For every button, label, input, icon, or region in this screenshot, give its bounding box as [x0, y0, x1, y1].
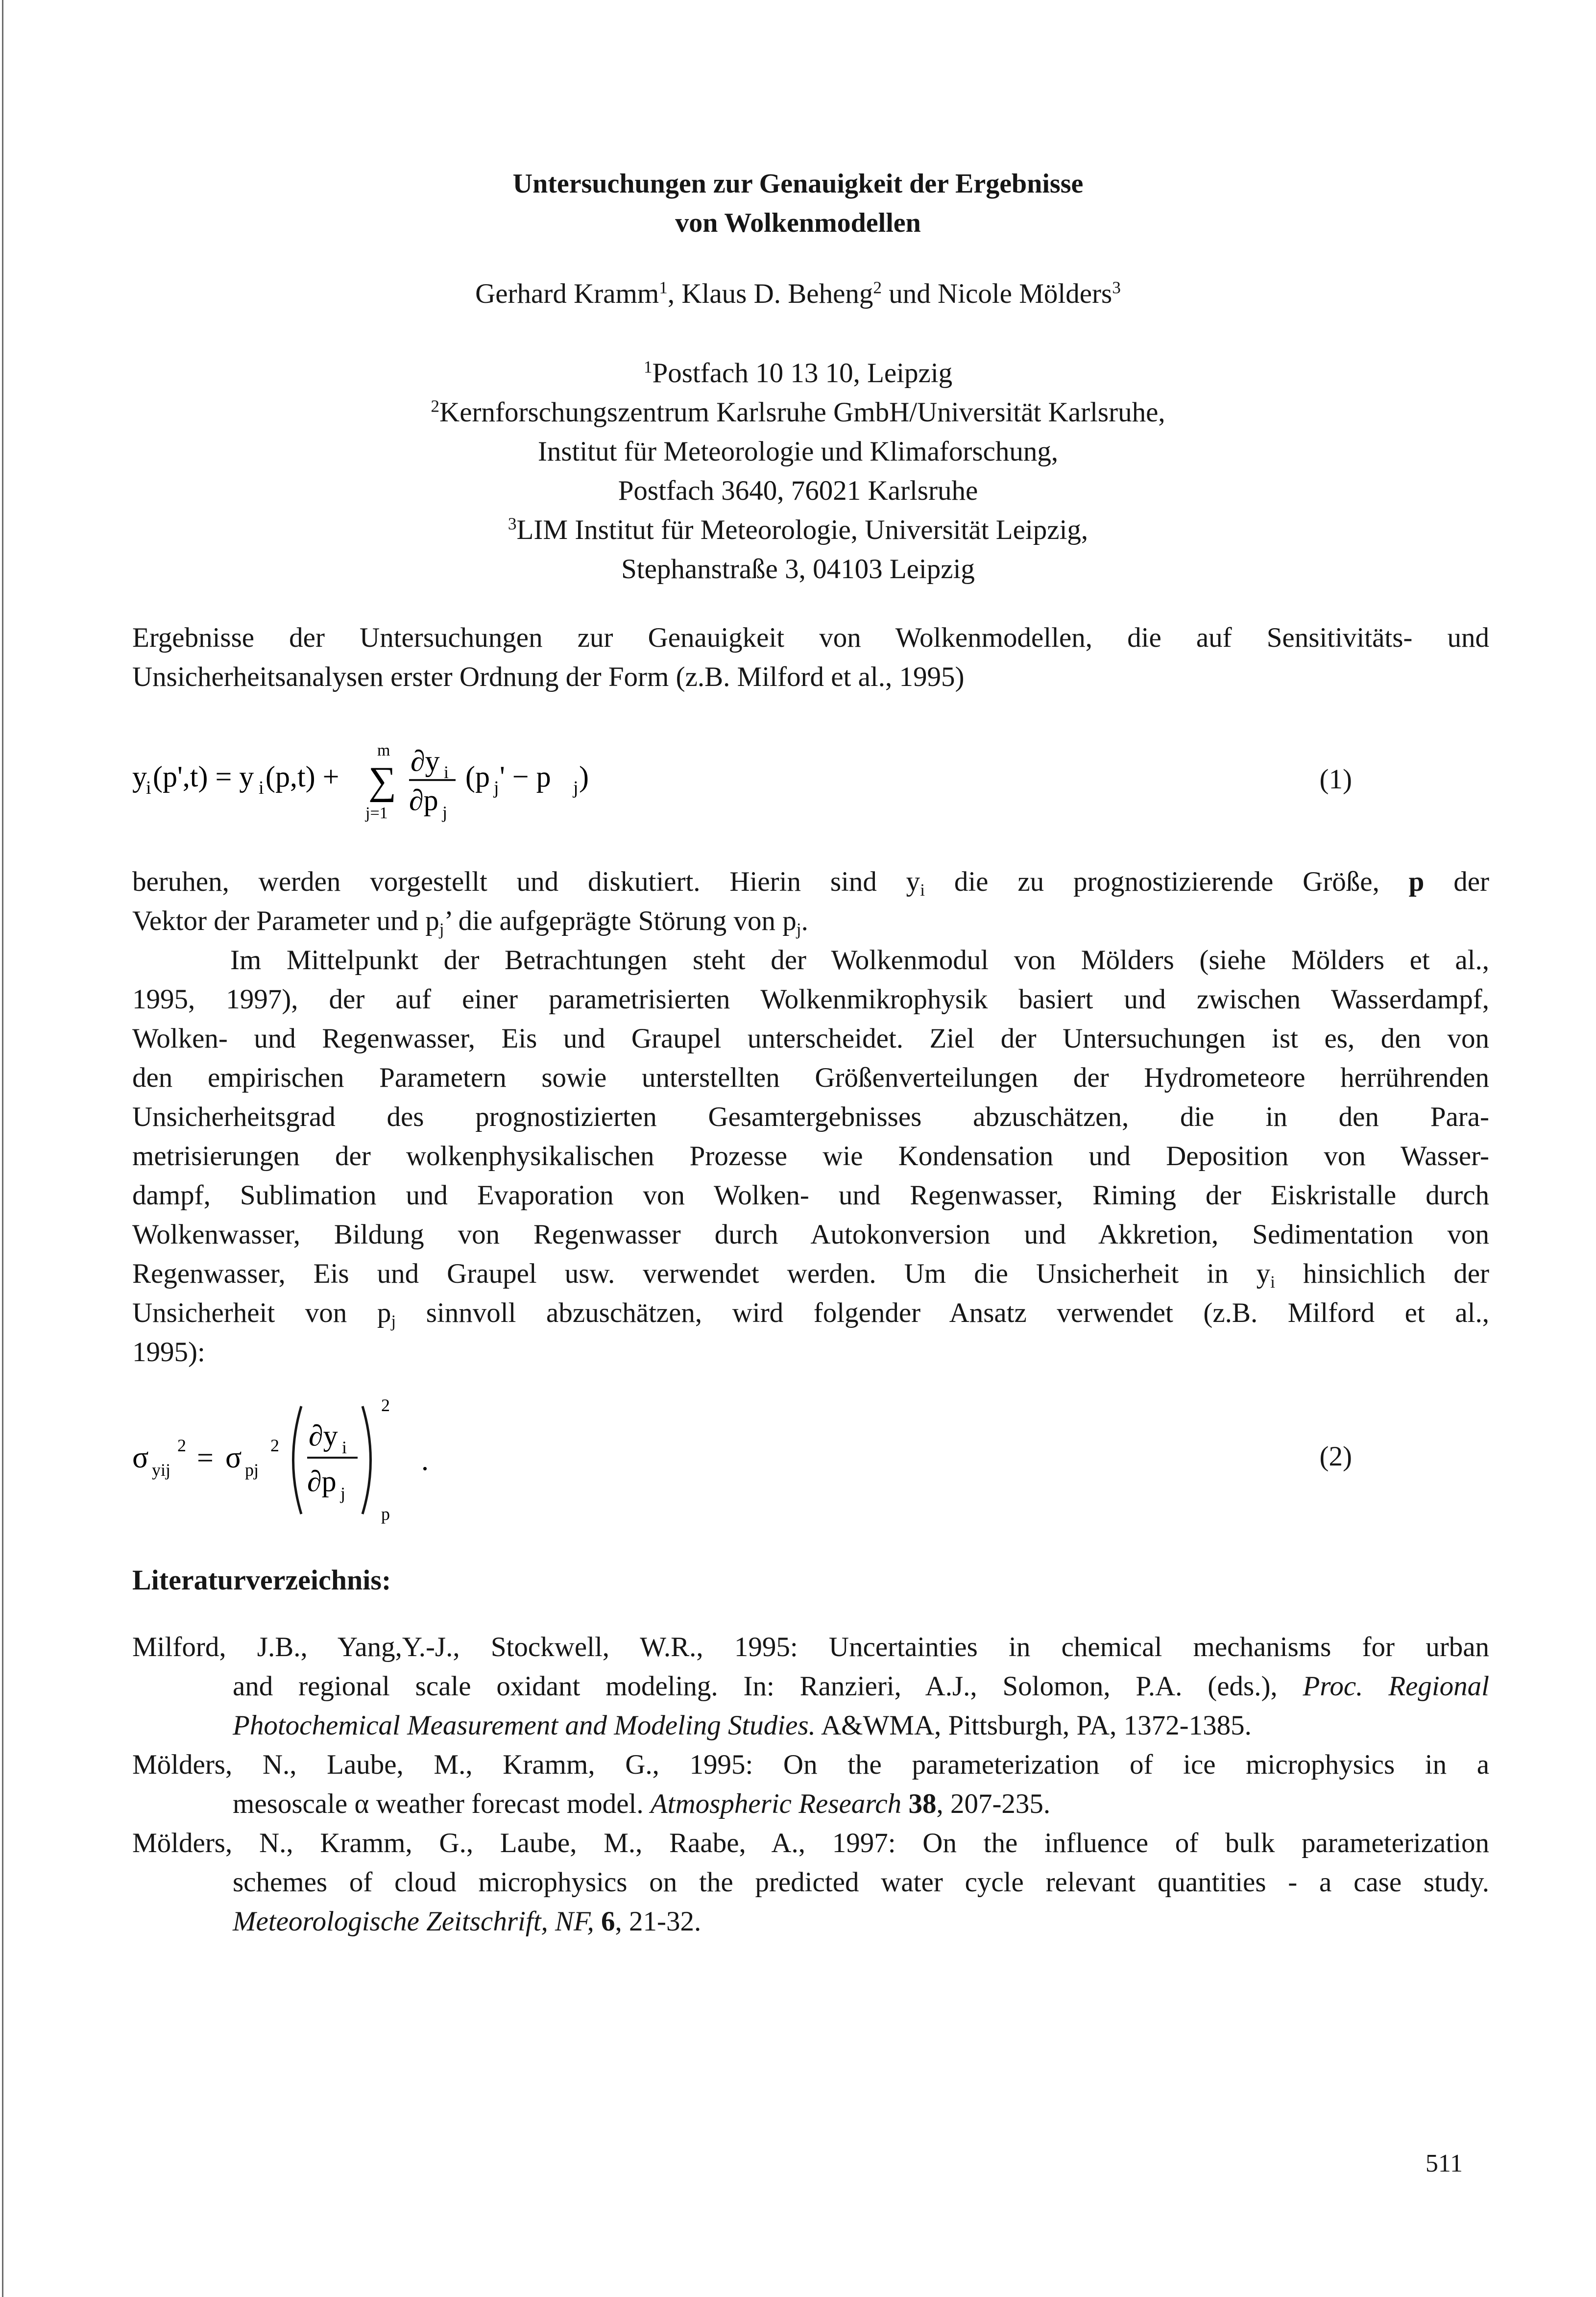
italic-run: Photochemical Measurement and Modeling Studies.	[233, 1710, 816, 1741]
affiliations	[0, 354, 1596, 589]
reference-line: Mölders, N., Kramm, G., Laube, M., Raabe, A., 1997: On the influence of bulk parameterization	[132, 1828, 1489, 1858]
text-run: Vektor der Parameter und p	[132, 905, 439, 936]
paper-title	[0, 164, 1596, 243]
reference-line: Milford, J.B., Yang,Y.-J., Stockwell, W.R., 1995: Uncertainties in chemical mechanisms for urban	[132, 1632, 1489, 1662]
eq1-sum-top: m	[377, 741, 390, 759]
author-3-sup: 3	[1112, 278, 1121, 297]
reference-line: Mölders, N., Laube, M., Kramm, G., 1995: On the parameterization of ice microphysics in a	[132, 1749, 1489, 1780]
affiliation-line	[0, 511, 1596, 550]
bold-run: 6	[601, 1906, 615, 1937]
main-line: metrisierungen der wolkenphysikalischen Prozesse wie Kondensation und Deposition von Wasser-	[132, 1141, 1489, 1172]
affiliation-text: Postfach 10 13 10, Leipzig	[652, 358, 953, 389]
affiliation-line	[0, 354, 1596, 393]
reference-item	[132, 1824, 1489, 1941]
main-line: Im Mittelpunkt der Betrachtungen steht der Wolkenmodul von Mölders (siehe Mölders et al.,	[230, 945, 1489, 976]
equation-1-svg	[132, 725, 671, 838]
page-number: 511	[1425, 2150, 1463, 2177]
text-run: .	[801, 905, 808, 936]
main-line	[132, 1294, 1489, 1333]
equation-2-svg	[132, 1392, 573, 1524]
affiliation-line	[0, 393, 1596, 432]
text-run	[901, 1788, 908, 1819]
text-run: , 207-235.	[936, 1788, 1051, 1819]
subscript: j	[439, 919, 444, 939]
eq2-numerator: ∂y	[309, 1419, 338, 1452]
affiliation-sup: 3	[508, 514, 517, 534]
definitions-paragraph	[132, 862, 1489, 941]
reference-line	[233, 1667, 1489, 1706]
eq2-sigma-2: σ	[225, 1441, 242, 1474]
definitions-line-1	[132, 862, 1489, 902]
text-run: sinnvoll abzuschätzen, wird folgender Ansatz verwendet (z.B. Milford et al.,	[396, 1297, 1489, 1328]
author-sep-1: , Klaus D. Beheng	[667, 278, 873, 309]
equation-2-number: (2)	[1319, 1441, 1352, 1472]
eq2-numerator-sub: i	[342, 1438, 347, 1457]
eq1-tail-open: (p	[465, 760, 490, 793]
definitions-line-2	[132, 902, 1489, 941]
main-line: 1995, 1997), der auf einer parametrisierten Wolkenmikrophysik basiert und zwischen Wasserdampf,	[132, 984, 1489, 1015]
reference-line	[233, 1784, 1489, 1824]
intro-line-2: Unsicherheitsanalysen erster Ordnung der Form (z.B. Milford et al., 1995)	[132, 661, 965, 692]
eq1-sum-bottom: j=1	[365, 804, 388, 822]
title-line-2: von Wolkenmodellen	[675, 208, 921, 238]
eq2-sigma-1: σ	[132, 1441, 149, 1474]
text-run: ’ die aufgeprägte Störung von p	[444, 905, 797, 936]
text-run: and regional scale oxidant modeling. In: Ranzieri, A.J., Solomon, P.A. (eds.),	[233, 1671, 1303, 1702]
affiliation-line	[0, 432, 1596, 471]
author-list	[0, 274, 1596, 314]
eq1-lhs-sub: i	[146, 778, 151, 798]
eq2-denominator-sub: j	[340, 1484, 346, 1503]
reference-item	[132, 1628, 1489, 1745]
main-line: 1995):	[132, 1337, 205, 1368]
title-line-1: Untersuchungen zur Genauigkeit der Ergebnisse	[512, 169, 1084, 199]
text-run: , 21-32.	[615, 1906, 701, 1937]
equation-1-number: (1)	[1319, 764, 1352, 795]
affiliation-text: Institut für Meteorologie und Klimaforschung,	[537, 436, 1059, 467]
main-line	[132, 1254, 1489, 1294]
italic-run: Proc. Regional	[1303, 1671, 1489, 1702]
text-run: die zu prognostizierende Größe,	[925, 866, 1409, 897]
eq2-square-2: 2	[270, 1436, 279, 1455]
intro-paragraph	[132, 618, 1489, 697]
eq1-tail-sub-2: j	[573, 778, 579, 798]
eq1-denominator-sub: j	[442, 803, 448, 822]
author-sep-2: und Nicole Mölders	[882, 278, 1112, 309]
affiliation-text: Kernforschungszentrum Karlsruhe GmbH/Universität Karlsruhe,	[439, 397, 1165, 428]
main-line: Wolken- und Regenwasser, Eis und Graupel unterscheidet. Ziel der Untersuchungen ist es, den von	[132, 1023, 1489, 1054]
reference-line	[233, 1706, 1489, 1745]
eq2-equals: =	[197, 1442, 214, 1474]
eq2-sub-2: pj	[245, 1460, 259, 1480]
text-run: beruhen, werden vorgestellt und diskutiert. Hierin sind y	[132, 866, 920, 897]
subscript: i	[920, 880, 925, 900]
eq2-square-1: 2	[177, 1436, 186, 1455]
references-heading: Literaturverzeichnis:	[132, 1564, 391, 1596]
eq1-numerator: ∂y	[411, 745, 440, 777]
text-run	[594, 1906, 601, 1937]
text-run: Regenwasser, Eis und Graupel usw. verwendet werden. Um die Unsicherheit in y	[132, 1258, 1271, 1289]
eq1-tail-mid: ' − p	[500, 760, 551, 793]
author-1-sup: 1	[659, 278, 668, 297]
italic-run: Atmospheric Research	[650, 1788, 902, 1819]
subscript: i	[1270, 1272, 1275, 1292]
main-line: den empirischen Parametern sowie unterstellten Größenverteilungen der Hydrometeore herrührenden	[132, 1062, 1489, 1093]
intro-line-1: Ergebnisse der Untersuchungen zur Genauigkeit von Wolkenmodellen, die auf Sensitivitäts- und	[132, 622, 1489, 653]
reference-line	[233, 1902, 1489, 1941]
eq2-denominator: ∂p	[307, 1465, 337, 1497]
eq2-outer-square: 2	[381, 1395, 390, 1415]
eq1-denominator: ∂p	[409, 784, 438, 816]
text-run: mesoscale α weather forecast model.	[233, 1788, 651, 1819]
subscript: j	[796, 919, 801, 939]
subscript: j	[391, 1311, 396, 1331]
bold-run: 38	[908, 1788, 937, 1819]
eq1-lhs-y: y	[132, 760, 147, 793]
text-run: hinsichlich der	[1275, 1258, 1489, 1289]
author-2-sup: 2	[873, 278, 882, 297]
main-paragraph	[132, 941, 1489, 1372]
main-line: Wolkenwasser, Bildung von Regenwasser durch Autokonversion und Akkretion, Sedimentation von	[132, 1219, 1489, 1250]
eq1-rhs-args: (p,t) +	[266, 760, 339, 793]
affiliation-sup: 1	[643, 357, 653, 377]
text-run: Unsicherheit von p	[132, 1297, 391, 1328]
eq2-outer-sub: p	[381, 1504, 390, 1524]
eq2-right-paren	[363, 1406, 371, 1514]
affiliation-sup: 2	[431, 396, 440, 416]
reference-line: schemes of cloud microphysics on the predicted water cycle relevant quantities - a case study.	[233, 1867, 1489, 1898]
bold-symbol: p	[1408, 866, 1425, 897]
main-line: dampf, Sublimation und Evaporation von Wolken- und Regenwasser, Riming der Eiskristalle durch	[132, 1180, 1489, 1211]
eq2-left-paren	[293, 1406, 302, 1514]
eq1-numerator-sub: i	[444, 762, 449, 782]
reference-list	[132, 1628, 1489, 1941]
text-run: A&WMA, Pittsburgh, PA, 1372-1385.	[815, 1710, 1252, 1741]
eq2-dot: .	[421, 1444, 429, 1476]
reference-item	[132, 1745, 1489, 1824]
eq1-sum-symbol: ∑	[368, 759, 397, 803]
eq2-sub-1: yij	[152, 1460, 171, 1480]
eq1-tail-close: )	[579, 760, 589, 793]
affiliation-text: Stephanstraße 3, 04103 Leipzig	[621, 554, 975, 585]
affiliation-text: Postfach 3640, 76021 Karlsruhe	[618, 475, 978, 506]
eq1-lhs-args: (p',t) = y	[153, 760, 254, 793]
text-run: der	[1424, 866, 1489, 897]
author-1: Gerhard Kramm	[475, 278, 659, 309]
eq1-tail-sub-1: j	[494, 778, 499, 798]
equation-1	[132, 725, 1489, 838]
affiliation-line	[0, 550, 1596, 589]
scan-edge-line	[2, 0, 3, 2297]
affiliation-line	[0, 471, 1596, 511]
main-line: Unsicherheitsgrad des prognostizierten Gesamtergebnisses abzuschätzen, die in den Para-	[132, 1101, 1489, 1132]
equation-2	[132, 1392, 1489, 1524]
eq1-rhs-sub: i	[259, 778, 264, 798]
italic-run: Meteorologische Zeitschrift, NF,	[233, 1906, 594, 1937]
affiliation-text: LIM Institut für Meteorologie, Universität Leipzig,	[516, 514, 1088, 545]
